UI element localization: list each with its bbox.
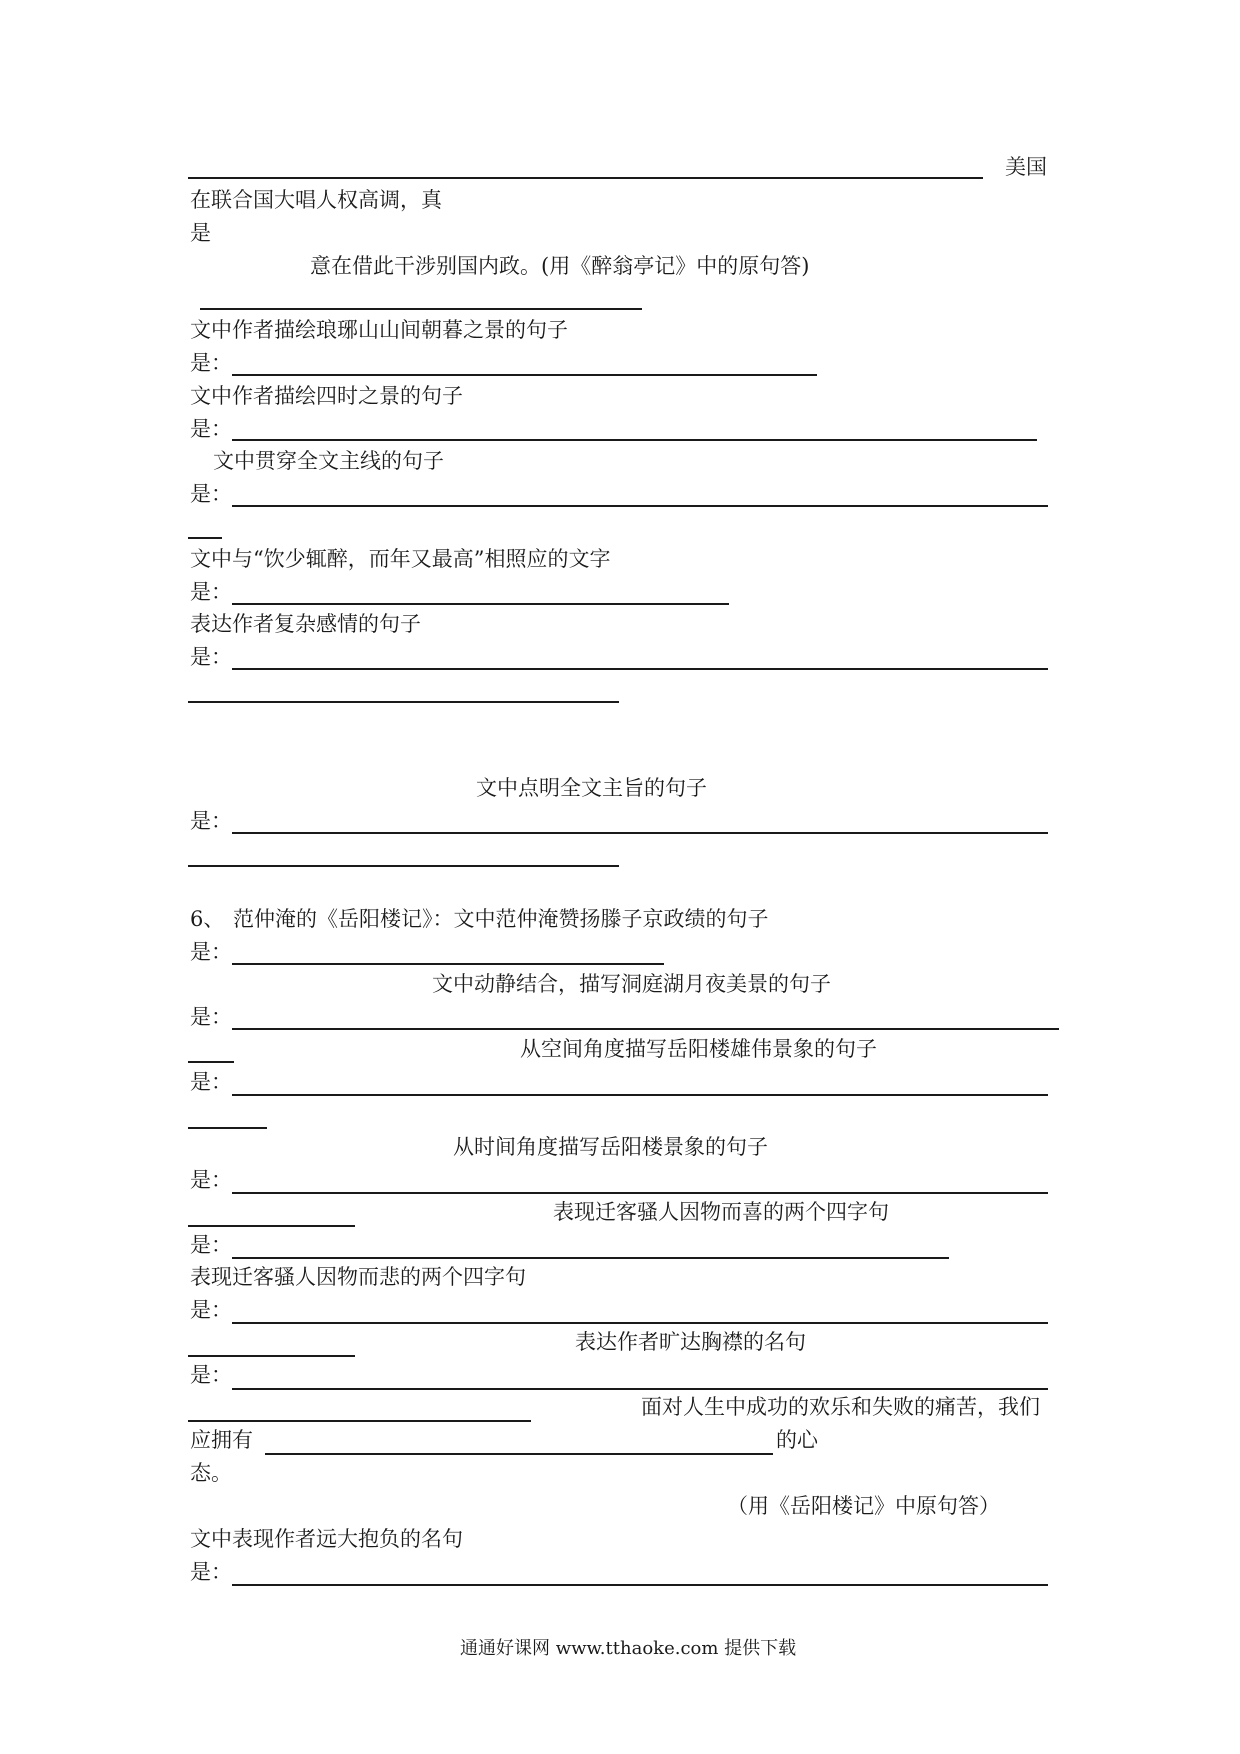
question-text: 从空间角度描写岳阳楼雄伟景象的句子 bbox=[520, 1037, 877, 1061]
question-text: 面对人生中成功的欢乐和失败的痛苦，我们 bbox=[641, 1395, 1040, 1419]
text-line: 应拥有 bbox=[190, 1428, 253, 1452]
answer-blank[interactable] bbox=[188, 1420, 531, 1422]
answer-prefix: 是： bbox=[190, 417, 232, 441]
answer-blank[interactable] bbox=[188, 177, 983, 179]
question-text: 文中贯穿全文主线的句子 bbox=[213, 449, 444, 473]
answer-blank[interactable] bbox=[232, 505, 1048, 507]
answer-prefix: 是： bbox=[190, 1298, 232, 1322]
answer-blank[interactable] bbox=[188, 537, 222, 539]
question-text: 文中作者描绘琅琊山山间朝暮之景的句子 bbox=[190, 318, 568, 342]
answer-prefix: 是： bbox=[190, 1005, 232, 1029]
answer-prefix: 是： bbox=[190, 1363, 232, 1387]
question-text: 表达作者复杂感情的句子 bbox=[190, 612, 421, 636]
answer-blank[interactable] bbox=[232, 963, 664, 965]
question-text: 文中点明全文主旨的句子 bbox=[476, 776, 707, 800]
answer-blank[interactable] bbox=[188, 1225, 355, 1227]
text-line: 态。 bbox=[190, 1461, 232, 1485]
answer-blank[interactable] bbox=[232, 832, 1048, 834]
answer-blank[interactable] bbox=[265, 1453, 773, 1455]
answer-blank[interactable] bbox=[188, 1355, 355, 1357]
answer-blank[interactable] bbox=[232, 1257, 949, 1259]
answer-blank[interactable] bbox=[200, 308, 642, 310]
answer-blank[interactable] bbox=[188, 1127, 267, 1129]
text-line: 的心 bbox=[776, 1428, 818, 1452]
answer-blank[interactable] bbox=[232, 1094, 1048, 1096]
question-text: 文中作者描绘四时之景的句子 bbox=[190, 384, 463, 408]
answer-prefix: 是： bbox=[190, 1070, 232, 1094]
answer-prefix: 是： bbox=[190, 809, 232, 833]
question-text: 表现迁客骚人因物而悲的两个四字句 bbox=[190, 1265, 526, 1289]
answer-blank[interactable] bbox=[232, 668, 1048, 670]
answer-prefix: 是： bbox=[190, 482, 232, 506]
answer-prefix: 是： bbox=[190, 940, 232, 964]
question-text: 文中表现作者远大抱负的名句 bbox=[190, 1527, 463, 1551]
answer-blank[interactable] bbox=[232, 1192, 1048, 1194]
answer-blank[interactable] bbox=[188, 1061, 234, 1063]
question-text: 表现迁客骚人因物而喜的两个四字句 bbox=[553, 1200, 889, 1224]
text-line: 美国 bbox=[1005, 155, 1047, 179]
answer-blank[interactable] bbox=[232, 1322, 1048, 1324]
answer-prefix: 是： bbox=[190, 1233, 232, 1257]
answer-prefix: 是： bbox=[190, 1168, 232, 1192]
answer-blank[interactable] bbox=[232, 1388, 1048, 1390]
answer-blank[interactable] bbox=[232, 374, 817, 376]
question-text: 文中与“饮少辄醉，而年又最高”相照应的文字 bbox=[190, 547, 611, 571]
answer-blank[interactable] bbox=[188, 865, 619, 867]
answer-prefix: 是： bbox=[190, 351, 232, 375]
answer-prefix: 是： bbox=[190, 580, 232, 604]
answer-blank[interactable] bbox=[232, 1028, 1059, 1030]
answer-note: （用《岳阳楼记》中原句答） bbox=[727, 1494, 1000, 1518]
answer-blank[interactable] bbox=[188, 701, 619, 703]
answer-prefix: 是： bbox=[190, 1560, 232, 1584]
answer-prefix: 是： bbox=[190, 645, 232, 669]
answer-blank[interactable] bbox=[232, 603, 729, 605]
answer-blank[interactable] bbox=[232, 1584, 1048, 1586]
question-text: 表达作者旷达胸襟的名句 bbox=[575, 1330, 806, 1354]
question-text: 文中动静结合，描写洞庭湖月夜美景的句子 bbox=[432, 972, 831, 996]
page-footer: 通通好课网 www.tthaoke.com 提供下载 bbox=[460, 1638, 797, 1659]
question-number: 6、 bbox=[190, 907, 225, 931]
question-text: 范仲淹的《岳阳楼记》：文中范仲淹赞扬滕子京政绩的句子 bbox=[233, 907, 769, 931]
question-text: 从时间角度描写岳阳楼景象的句子 bbox=[453, 1135, 768, 1159]
answer-blank[interactable] bbox=[232, 439, 1037, 441]
text-line: 是 bbox=[190, 221, 211, 245]
text-line: 在联合国大唱人权高调，真 bbox=[190, 188, 442, 212]
text-line: 意在借此干涉别国内政。(用《醉翁亭记》中的原句答) bbox=[310, 254, 810, 278]
